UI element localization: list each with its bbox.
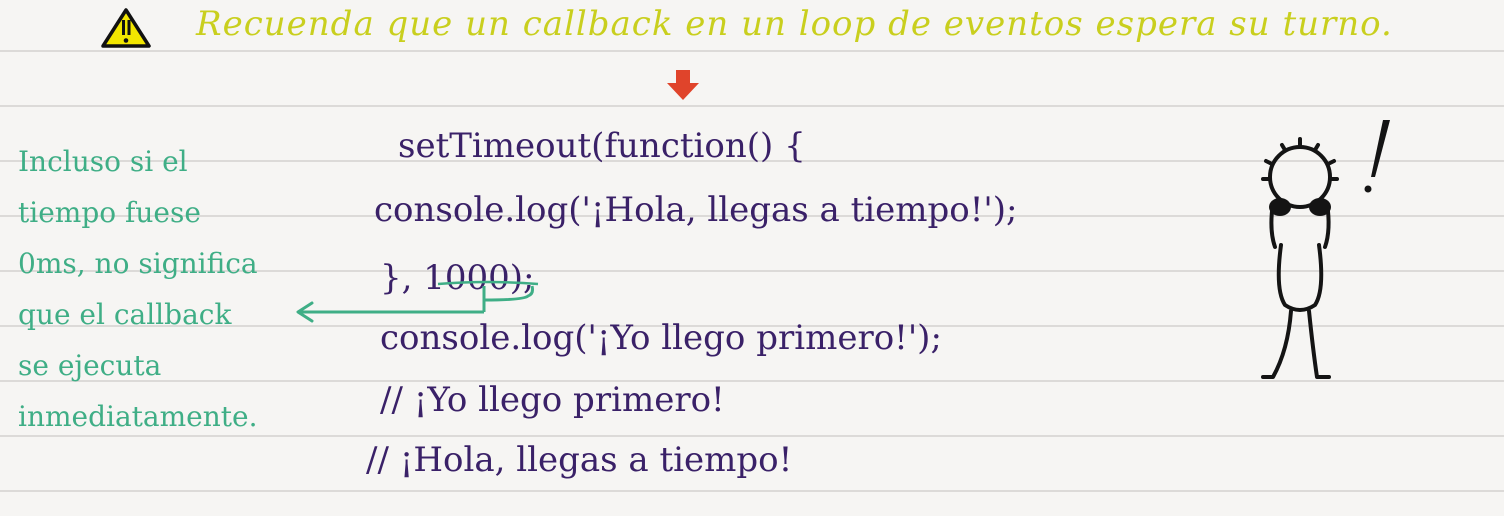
code-line-console-log-primero: console.log('¡Yo llego primero!'); bbox=[380, 318, 942, 358]
side-note-line: inmediatamente. bbox=[18, 400, 258, 433]
side-note-line: 0ms, no significa bbox=[18, 247, 258, 280]
code-line-settimeout: setTimeout(function() { bbox=[398, 126, 806, 166]
side-note-line: tiempo fuese bbox=[18, 196, 201, 229]
warning-icon bbox=[100, 7, 152, 49]
down-arrow-icon bbox=[665, 68, 701, 102]
side-note bbox=[18, 136, 258, 442]
code-line-console-log-hola: console.log('¡Hola, llegas a tiempo!'); bbox=[374, 190, 1018, 230]
side-note-line: que el callback bbox=[18, 298, 232, 331]
reminder-text: Recuenda que un callback en un loop de eventos espera su turno. bbox=[196, 4, 1393, 44]
code-line-close-timeout: }, 1000); bbox=[380, 258, 535, 298]
surprised-stick-figure bbox=[1245, 115, 1405, 395]
code-comment-output-1: // ¡Yo llego primero! bbox=[380, 380, 725, 420]
side-note-line: se ejecuta bbox=[18, 349, 162, 382]
code-comment-output-2: // ¡Hola, llegas a tiempo! bbox=[366, 440, 793, 480]
left-arrow-icon bbox=[288, 278, 558, 326]
side-note-line: Incluso si el bbox=[18, 145, 188, 178]
